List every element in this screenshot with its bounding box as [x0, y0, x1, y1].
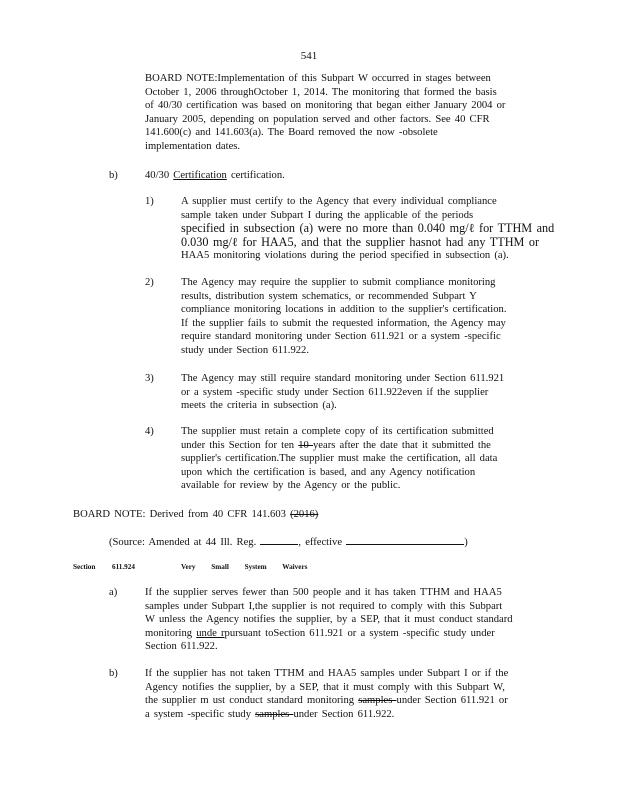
source-note: [109, 534, 468, 550]
text-line: specified in subsection (a) were no more than 0.040 mg/ℓ for TTHM and: [181, 221, 555, 236]
text-line: If the supplier fails to submit the requested information, the Agency may: [181, 317, 506, 329]
source-effective-label: , effective: [298, 537, 343, 548]
text-line: [181, 439, 497, 453]
waiver-b-text: [145, 667, 508, 721]
item-4-text: [181, 425, 497, 493]
waiver-a-text: [145, 586, 513, 654]
text-line: compliance monitoring locations in addition to the supplier's certification.: [181, 304, 507, 316]
text-line: available for review by the Agency or the public.: [181, 480, 401, 492]
text-line: [145, 627, 513, 641]
deleted-text: samples: [358, 695, 397, 707]
text-run: the supplier m ust conduct standard monitoring: [145, 695, 359, 707]
text-line: 141.600(c) and 141.603(a). The Board removed the now -obsolete: [145, 127, 438, 139]
text-line: W unless the Agency notifies the supplier, by a SEP, that it must conduct standard: [145, 614, 513, 626]
effective-date-blank: [346, 534, 464, 545]
text-line: implementation dates.: [145, 140, 241, 152]
text-line: A supplier must certify to the Agency that every individual compliance: [181, 196, 497, 207]
text-line: October 1, 2006 throughOctober 1, 2014. The monitoring that formed the basis: [145, 86, 497, 98]
deleted-text: samples: [255, 708, 294, 720]
item-number: 1): [145, 196, 154, 207]
text-line: HAA5 monitoring violations during the period specified in subsection (a).: [181, 250, 509, 262]
heading-prefix: 40/30: [145, 170, 174, 181]
item-number: 2): [145, 277, 154, 288]
text-run: a system -specific study: [145, 708, 256, 720]
text-line: The Agency may still require standard monitoring under Section 611.921: [181, 373, 505, 384]
source-prefix: (Source: Amended at 44 Ill. Reg.: [109, 537, 257, 548]
item-3-text: [181, 372, 504, 413]
text-line: supplier's certification.The supplier must make the certification, all data: [181, 453, 498, 465]
text-run: under Section 611.921 or: [396, 695, 508, 707]
text-line: Agency notifies the supplier, by a SEP, that it must comply with this Subpart W,: [145, 681, 505, 693]
inserted-text: unde r: [196, 627, 225, 639]
board-note-implementation: [145, 72, 505, 154]
text-line: meets the criteria in subsection (a).: [181, 400, 337, 412]
heading-suffix: certification.: [226, 170, 285, 181]
text-line: require standard monitoring under Section 611.921 or a system -specific: [181, 331, 501, 343]
subsection-b-heading: [145, 169, 285, 183]
subsection-b2-label: b): [109, 668, 118, 679]
item-number: 4): [145, 426, 154, 437]
deleted-text: (2016): [290, 509, 319, 520]
page-number: 541: [300, 50, 318, 62]
text-line: samples under Subpart I,the supplier is not required to comply with this Subpart: [145, 600, 503, 612]
subsection-a-label: a): [109, 587, 118, 598]
text-run: under this Section for ten: [181, 439, 299, 451]
text-run: under Section 611.922.: [293, 708, 395, 720]
text-run: pursuant toSection 611.921 or a system -specific study under: [224, 627, 495, 639]
text-line: January 2005, depending on population served and other factors. See 40 CFR: [145, 113, 490, 125]
text-line: upon which the certification is based, and any Agency notification: [181, 466, 476, 478]
text-line: If the supplier has not taken TTHM and HAA5 samples under Subpart I or if the: [145, 668, 509, 679]
source-close: ): [464, 537, 468, 548]
text-line: [145, 694, 508, 708]
text-line: If the supplier serves fewer than 500 people and it has taken TTHM and HAA5: [145, 587, 502, 598]
item-number: 3): [145, 373, 154, 384]
text-line: The Agency may require the supplier to submit compliance monitoring: [181, 277, 496, 288]
text-line: BOARD NOTE:Implementation of this Subpart W occurred in stages between: [145, 73, 491, 84]
text-run: years after the date that it submitted the: [313, 439, 491, 451]
text-line: sample taken under Subpart I during the applicable of the periods: [181, 209, 474, 221]
section-label: Section: [73, 563, 96, 571]
text-line: [145, 708, 508, 722]
text-line: study under Section 611.922.: [181, 344, 309, 356]
subsection-b-label: b): [109, 170, 118, 181]
text-line: or a system -specific study under Section 611.922even if the supplier: [181, 386, 489, 398]
text-run: monitoring: [145, 627, 197, 639]
text-run: BOARD NOTE: Derived from 40 CFR 141.603: [73, 509, 291, 520]
item-1-text: [181, 195, 554, 263]
deleted-text: 10: [298, 439, 313, 451]
heading-inserted-text: Certification: [173, 170, 227, 181]
board-note-derived: [73, 508, 318, 522]
text-line: The supplier must retain a complete copy of its certification submitted: [181, 426, 494, 437]
section-title: Very Small System Waivers: [181, 563, 308, 571]
text-line: Section 611.922.: [145, 641, 218, 653]
text-line: 0.030 mg/ℓ for HAA5, and that the supplier hasnot had any TTHM or: [181, 234, 540, 249]
register-blank: [260, 534, 298, 545]
text-line: of 40/30 certification was based on monitoring that began either January 2004 or: [145, 100, 506, 112]
text-line: results, distribution system schematics, or recommended Subpart Y: [181, 290, 477, 302]
section-number: 611.924: [112, 563, 135, 571]
item-2-text: [181, 276, 506, 358]
